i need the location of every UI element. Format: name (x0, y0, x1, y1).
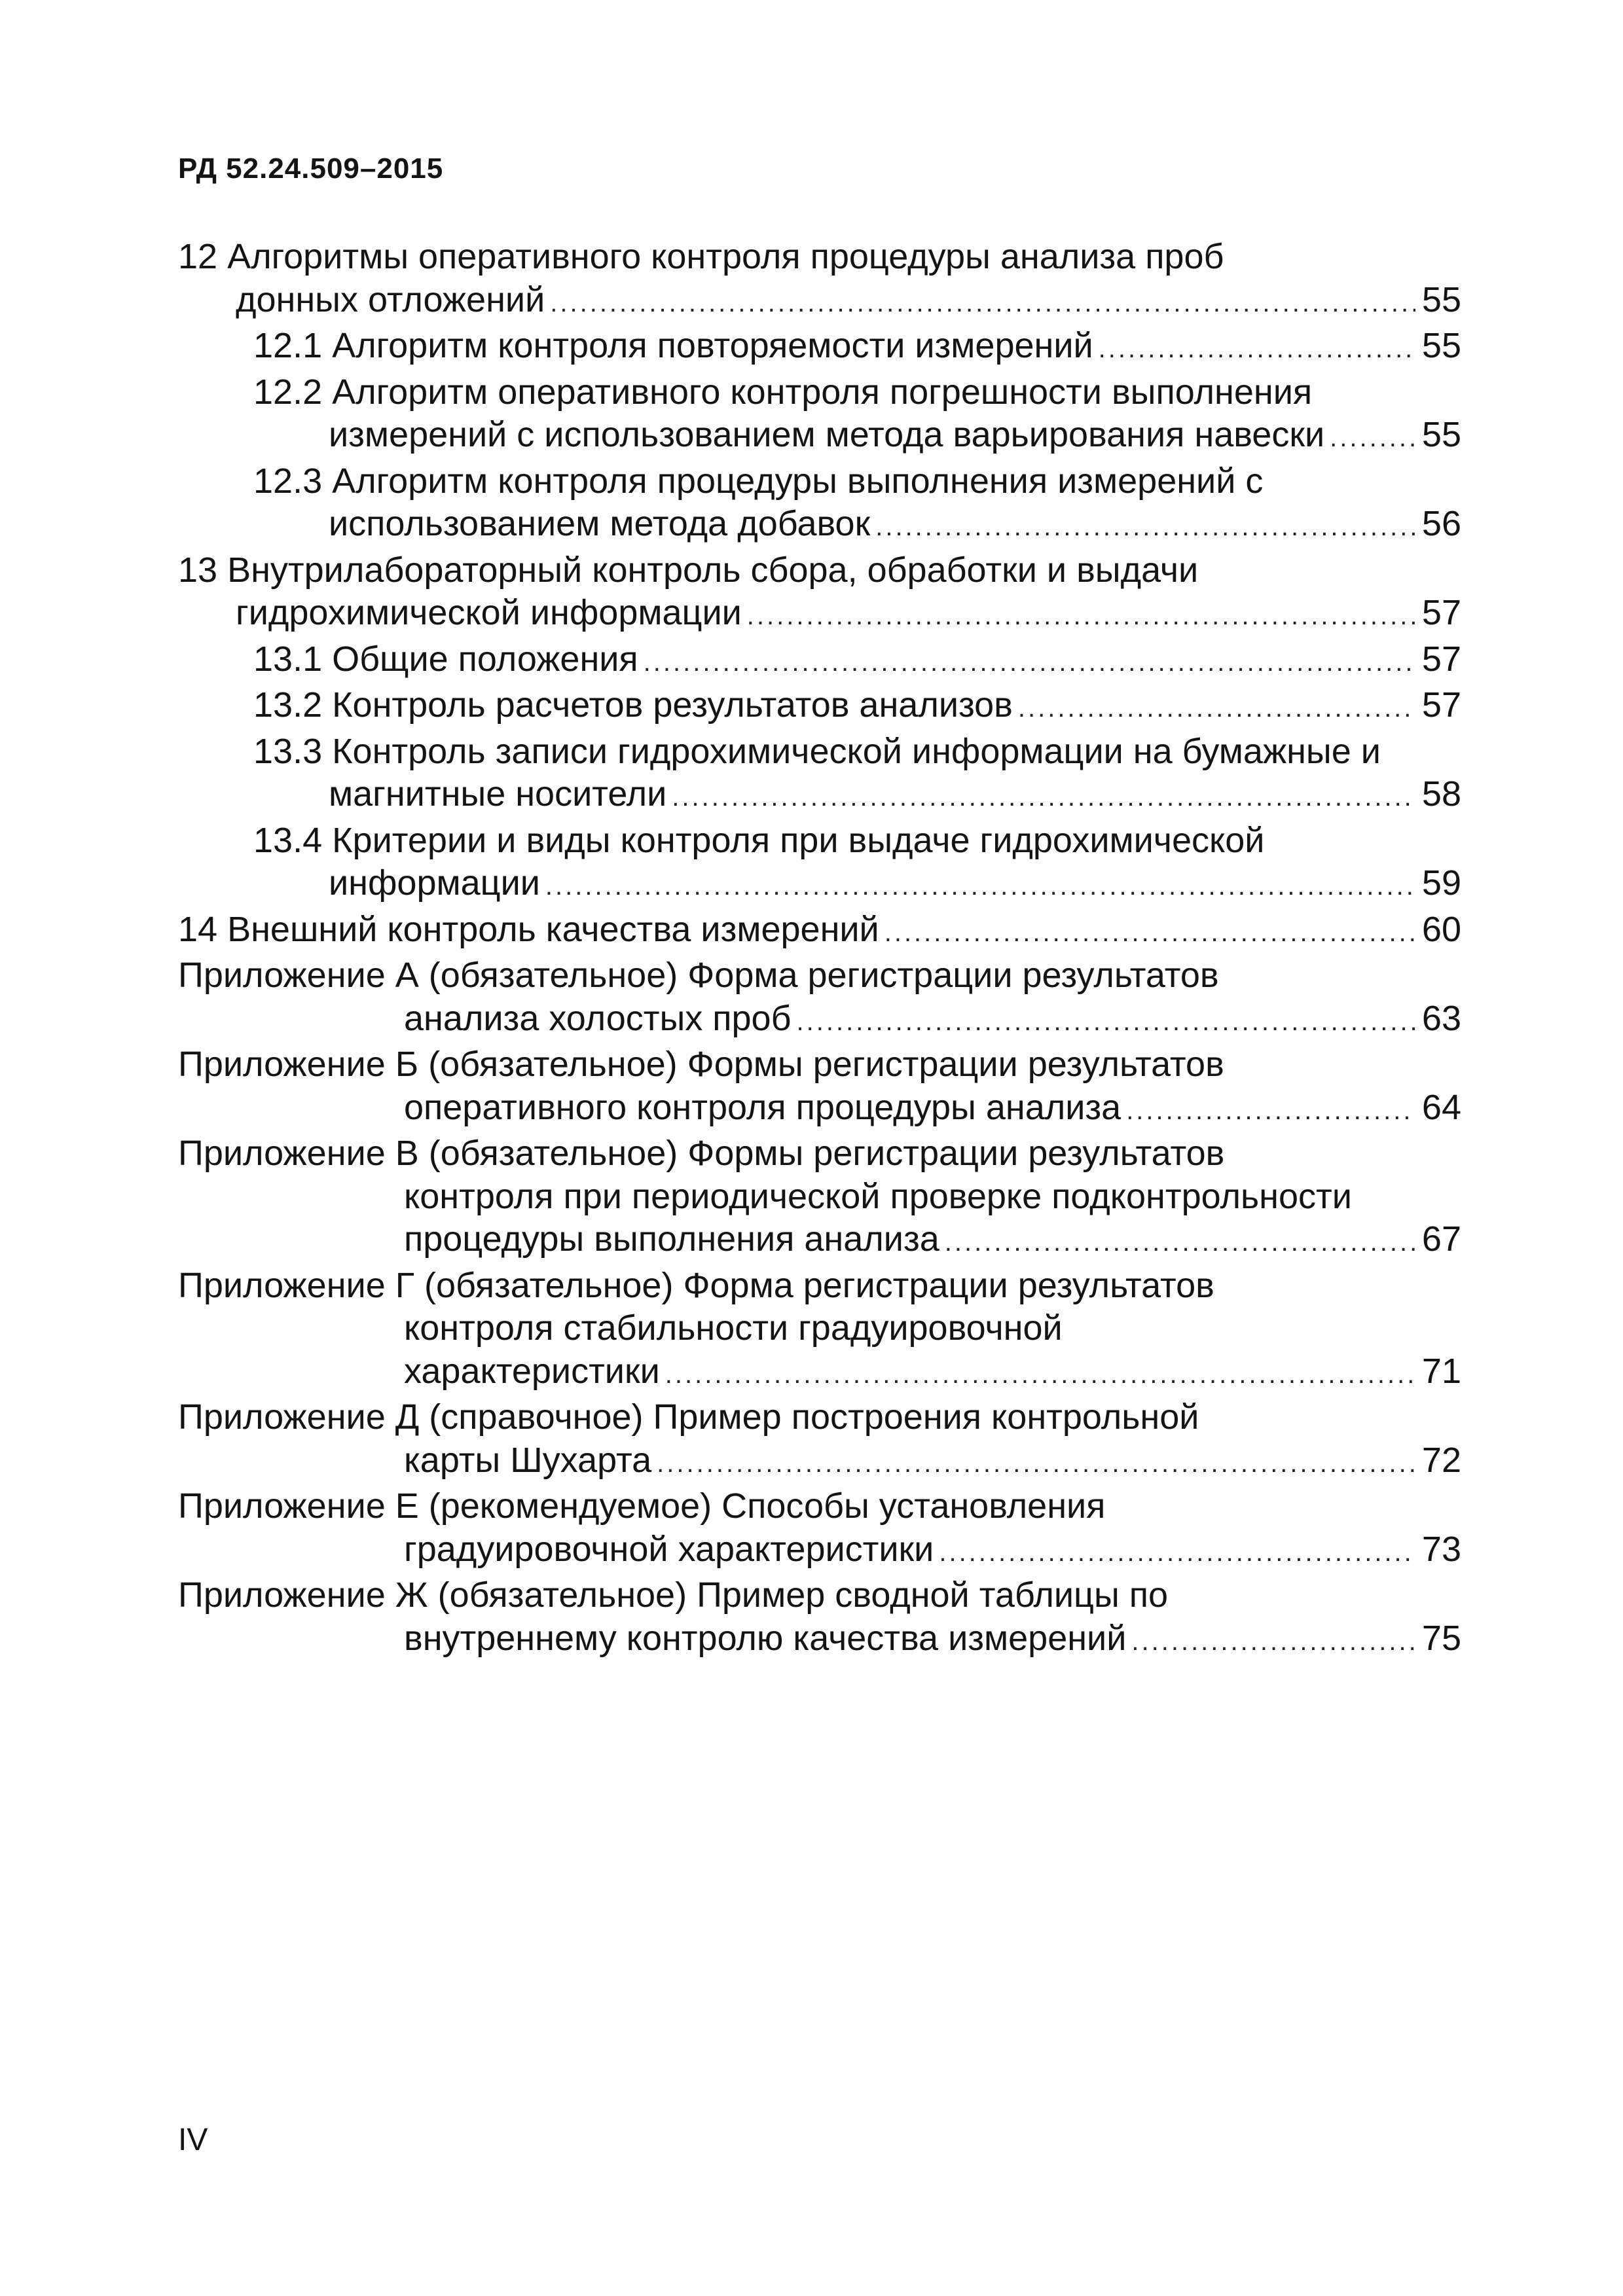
dot-leader (672, 776, 1415, 819)
toc-entry-title-line: карты Шухарта (404, 1440, 652, 1480)
dot-leader (939, 1532, 1415, 1575)
toc-page-number: 60 (1421, 909, 1461, 949)
dot-leader (1099, 328, 1415, 371)
toc-entry-leader-row (404, 1086, 1461, 1133)
dot-leader (884, 912, 1415, 955)
dot-leader (875, 506, 1415, 549)
toc-page-number: 57 (1421, 685, 1461, 725)
toc-entry-leader-row (253, 638, 1461, 685)
toc-entry-title-line: 13.4 Критерии и виды контроля при выдаче гидрохимической (253, 820, 1265, 860)
toc-entry-title-line: гидрохимической информации (236, 593, 742, 632)
toc-entry-leader-row (404, 1617, 1461, 1664)
toc-page-number: 71 (1421, 1351, 1461, 1391)
toc-entry-leader-row (236, 592, 1461, 638)
toc-entry-title-line: характеристики (404, 1351, 660, 1391)
toc-entry-leader-row (404, 997, 1461, 1044)
dot-leader (657, 1443, 1415, 1486)
toc-entry-leader-row (404, 1218, 1461, 1265)
toc-entry-title-line: Приложение В (обязательное) Формы регистрации результатов (178, 1134, 1225, 1173)
toc-entry-title-line: информации (329, 863, 540, 903)
toc-entry[interactable] (178, 1265, 1461, 1397)
toc-entry-title-line: 13.1 Общие положения (253, 639, 638, 679)
dot-leader (797, 1001, 1415, 1044)
dot-leader (644, 641, 1415, 685)
toc-entry[interactable] (178, 549, 1461, 638)
toc-entry[interactable] (178, 1396, 1461, 1485)
toc-entry-title-line: измерений с использованием метода варьирования навески (329, 415, 1325, 454)
toc-entry-leader-row (253, 325, 1461, 371)
toc-entry[interactable] (178, 1485, 1461, 1574)
toc-page-number: 55 (1421, 326, 1461, 365)
toc-entry-leader-row (404, 1350, 1461, 1397)
dot-leader (1018, 687, 1415, 730)
toc-entry-title-line: градуировочной характеристики (404, 1529, 934, 1569)
toc-entry-title-line: 12 Алгоритмы оперативного контроля процедуры анализа проб (178, 237, 1224, 276)
dot-leader (1131, 1621, 1415, 1664)
toc-entry-title-line: Приложение Ж (обязательное) Пример сводной таблицы по (178, 1575, 1169, 1615)
toc-page-number: 73 (1421, 1529, 1461, 1569)
toc-entry-title-line: анализа холостых проб (404, 998, 792, 1038)
toc-entry-title-line: Приложение А (обязательное) Форма регистрации результатов (178, 956, 1219, 995)
toc-entry[interactable] (178, 1043, 1461, 1132)
toc-entry-leader-row (329, 862, 1461, 908)
toc-entry-leader-row (178, 908, 1461, 955)
toc-entry-leader-row (404, 1439, 1461, 1486)
toc-entry-title-line: оперативного контроля процедуры анализа (404, 1087, 1122, 1127)
toc-entry-title-line: 14 Внешний контроль качества измерений (178, 909, 879, 949)
toc-page-number: 67 (1421, 1219, 1461, 1259)
toc-page-number: 56 (1421, 504, 1461, 543)
toc-entry-title-line: Приложение Г (обязательное) Форма регистрации результатов (178, 1265, 1214, 1305)
toc-entry-title-line: 13.2 Контроль расчетов результатов анализов (253, 685, 1013, 725)
toc-entry[interactable] (178, 819, 1461, 908)
toc-entry-title-line: 12.3 Алгоритм контроля процедуры выполнения измерений с (253, 461, 1264, 501)
toc-page-number: 63 (1421, 998, 1461, 1038)
toc-entry[interactable] (178, 908, 1461, 955)
document-code: РД 52.24.509–2015 (178, 152, 444, 185)
dot-leader (1126, 1090, 1415, 1133)
toc-entry[interactable] (178, 460, 1461, 549)
toc-page-number: 72 (1421, 1440, 1461, 1480)
toc-entry[interactable] (178, 1574, 1461, 1663)
toc-entry-title-line: 13 Внутрилабораторный контроль сбора, обработки и выдачи (178, 550, 1199, 590)
toc-entry-title-line: контроля стабильности градуировочной (404, 1308, 1063, 1348)
toc-entry[interactable] (178, 684, 1461, 730)
dot-leader (945, 1221, 1415, 1265)
toc-entry[interactable] (178, 1132, 1461, 1265)
toc-page-number: 59 (1421, 863, 1461, 903)
toc-entry-leader-row (329, 503, 1461, 549)
dot-leader (747, 595, 1415, 638)
page-number: IV (178, 2123, 208, 2157)
toc-page-number: 57 (1421, 593, 1461, 632)
toc-page-number: 55 (1421, 415, 1461, 454)
toc-entry[interactable] (178, 954, 1461, 1043)
toc-entry-title-line: процедуры выполнения анализа (404, 1219, 939, 1259)
toc-page-number: 58 (1421, 774, 1461, 814)
toc-page-number: 55 (1421, 279, 1461, 319)
toc-entry[interactable] (178, 730, 1461, 819)
toc-entry-leader-row (329, 773, 1461, 819)
toc-entry-title-line: контроля при периодической проверке подконтрольности (404, 1176, 1352, 1216)
toc-entry[interactable] (178, 638, 1461, 685)
toc-entry-leader-row (329, 414, 1461, 460)
toc-entry[interactable] (178, 371, 1461, 460)
toc-entry-title-line: 12.2 Алгоритм оперативного контроля погрешности выполнения (253, 372, 1313, 412)
toc-entry[interactable] (178, 236, 1461, 325)
toc-entry-title-line: 13.3 Контроль записи гидрохимической информации на бумажные и (253, 731, 1381, 771)
dot-leader (665, 1354, 1415, 1397)
toc-entry-title-line: Приложение Б (обязательное) Формы регистрации результатов (178, 1045, 1224, 1084)
toc-entry-title-line: внутреннему контролю качества измерений (404, 1618, 1127, 1658)
toc-entry-title-line: донных отложений (236, 279, 545, 319)
toc-entry-title-line: Приложение Д (справочное) Пример построения контрольной (178, 1397, 1199, 1437)
toc-entry-title-line: Приложение Е (рекомендуемое) Способы установления (178, 1486, 1106, 1526)
toc-entry-title-line: магнитные носители (329, 774, 667, 814)
dot-leader (1330, 417, 1415, 460)
toc-entry-title-line: использованием метода добавок (329, 504, 871, 543)
toc-entry-title-line: 12.1 Алгоритм контроля повторяемости измерений (253, 326, 1093, 365)
toc-page-number: 75 (1421, 1618, 1461, 1658)
toc-entry-leader-row (236, 279, 1461, 325)
dot-leader (545, 865, 1415, 908)
toc-entry-leader-row (253, 684, 1461, 730)
toc-entry[interactable] (178, 325, 1461, 371)
table-of-contents (178, 236, 1461, 1663)
dot-leader (550, 282, 1415, 325)
toc-page-number: 57 (1421, 639, 1461, 679)
toc-page-number: 64 (1421, 1087, 1461, 1127)
toc-entry-leader-row (404, 1528, 1461, 1575)
